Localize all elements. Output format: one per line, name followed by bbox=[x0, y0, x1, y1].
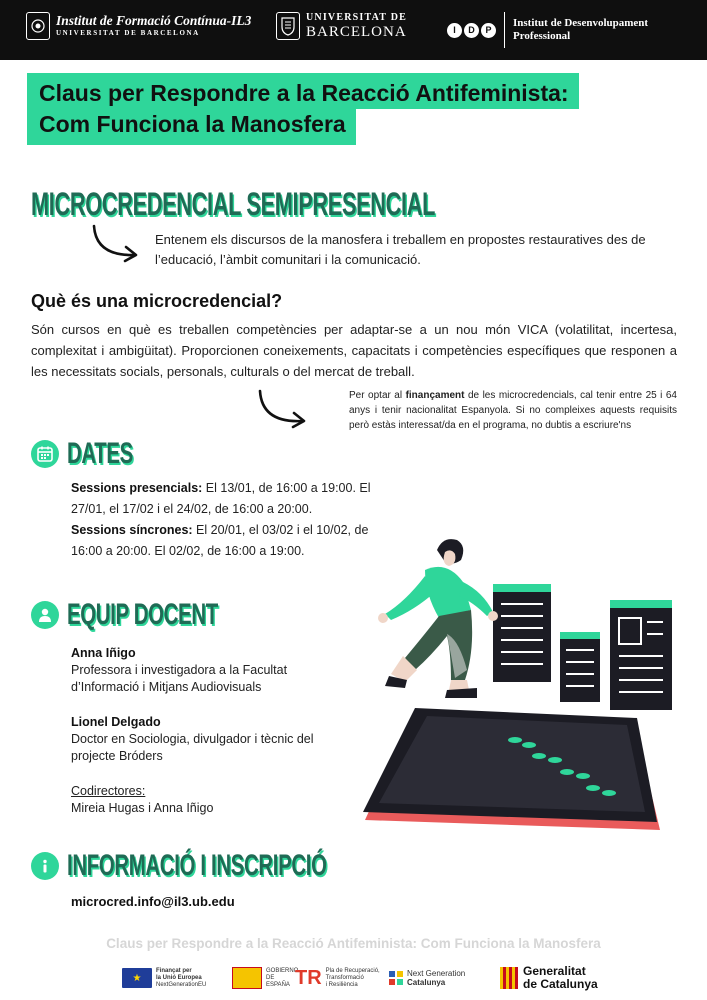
title-line-2: Com Funciona la Manosfera bbox=[27, 109, 356, 145]
dates-body bbox=[71, 478, 391, 562]
ub-line2: BARCELONA bbox=[306, 24, 407, 40]
eu-line3: NextGenerationEU bbox=[156, 981, 207, 988]
info-icon bbox=[31, 852, 59, 880]
gobierno-logo bbox=[232, 962, 299, 994]
il3-logo[interactable] bbox=[26, 12, 251, 40]
floating-screens bbox=[493, 584, 672, 710]
generalitat-logo bbox=[500, 962, 598, 994]
idp-letter: D bbox=[464, 23, 479, 38]
generalitat-line2: de Catalunya bbox=[523, 977, 598, 991]
page-title bbox=[27, 73, 579, 145]
staff-name: Lionel Delgado bbox=[71, 715, 161, 729]
ng-squares-icon bbox=[389, 971, 403, 985]
idp-letter: P bbox=[481, 23, 496, 38]
il3-seal-icon bbox=[26, 12, 50, 40]
staff-role: Professora i investigadora a la Facultat d’Informació i Mitjans Audiovisuals bbox=[71, 663, 288, 694]
what-is-title: Què és una microcredencial? bbox=[31, 291, 283, 311]
staff-name: Anna Iñigo bbox=[71, 646, 136, 660]
eu-line2: la Unió Europea bbox=[156, 974, 202, 981]
walking-person bbox=[378, 539, 498, 698]
intro-text: Entenem els discursos de la manosfera i treballem en propostes restauratives des de l’educació, l’àmbit comunitari i la comunicació. bbox=[155, 232, 646, 267]
ng-line1: Next Generation bbox=[407, 969, 466, 978]
prtr-line1: Pla de Recuperació, bbox=[325, 967, 380, 974]
codirectors-label: Codirectores: bbox=[71, 784, 146, 798]
presencial-sessions bbox=[71, 478, 391, 520]
prtr-mark-icon: TR bbox=[295, 967, 322, 989]
idp-line2: Professional bbox=[513, 30, 571, 42]
codirectors-names: Mireia Hugas i Anna Iñigo bbox=[71, 801, 214, 815]
idp-letter-circles bbox=[447, 23, 496, 38]
ub-shield-icon bbox=[276, 12, 300, 40]
top-header-bar bbox=[0, 0, 707, 60]
spain-emblem-icon bbox=[232, 967, 262, 989]
eu-line1: Finançat per bbox=[156, 967, 192, 974]
prtr-line3: i Resiliència bbox=[325, 981, 358, 988]
senyera-icon bbox=[500, 967, 518, 989]
presencial-label: Sessions presencials: bbox=[71, 481, 203, 495]
codirectors bbox=[71, 783, 341, 817]
what-is-body: Són cursos en què es treballen competències per adaptar-se a un nou món VICA (volatilitat, incertesa, complexitat i ambigüitat). Proporcionen coneixements, capacitats i competències específiques que responen a les necessitats socials, personals, culturals o del mercat de treball. bbox=[31, 322, 677, 379]
phone-illustration bbox=[363, 708, 660, 830]
financing-pre: Per optar al bbox=[349, 390, 406, 401]
sincrones-sessions bbox=[71, 520, 391, 562]
staff-heading: EQUIP DOCENT bbox=[67, 598, 218, 631]
ub-line1: UNIVERSITAT DE bbox=[306, 12, 407, 23]
staff-member-1 bbox=[71, 645, 341, 696]
staff-role: Doctor en Sociologia, divulgador i tècnic del projecte Bróders bbox=[71, 732, 314, 763]
curved-arrow-icon bbox=[254, 387, 314, 429]
financing-post: de les microcredencials, cal tenir entre 25 i 64 anys i tenir nacionalitat Espanyola. Si no compleixes aquests requisits però estàs interessat/da en el programa, no dubtis a escriure'ns bbox=[349, 390, 677, 431]
eu-funding-logo bbox=[122, 962, 206, 994]
curved-arrow-icon bbox=[88, 222, 146, 264]
footer-title: Claus per Respondre a la Reacció Antifeminista: Com Funciona la Manosfera bbox=[106, 936, 601, 951]
next-generation-catalunya-logo bbox=[389, 962, 465, 994]
calendar-icon bbox=[31, 440, 59, 468]
financing-note bbox=[349, 388, 677, 433]
sincrones-label: Sessions síncrones: bbox=[71, 523, 193, 537]
title-line-1: Claus per Respondre a la Reacció Antifeminista: bbox=[27, 73, 579, 109]
eu-flag-icon: ★ bbox=[122, 968, 152, 988]
il3-subname: UNIVERSITAT DE BARCELONA bbox=[56, 29, 200, 37]
microcredential-heading: MICROCREDENCIAL SEMIPRESENCIAL bbox=[31, 186, 436, 222]
idp-divider bbox=[504, 12, 505, 48]
dates-heading: DATES bbox=[67, 437, 133, 470]
person-on-phone-illustration bbox=[355, 530, 700, 840]
presencial-text: El 13/01, de 16:00 a 19:00. El 27/01, el 17/02 i el 24/02, de 16:00 a 20:00. bbox=[71, 481, 371, 516]
financing-bold: finançament bbox=[405, 390, 465, 401]
contact-email-link[interactable]: microcred.info@il3.ub.edu bbox=[71, 894, 235, 909]
ng-line2: Catalunya bbox=[407, 978, 446, 987]
gobierno-text: GOBIERNO DE ESPAÑA bbox=[266, 967, 299, 988]
prtr-logo bbox=[295, 962, 380, 994]
sincrones-text: El 20/01, el 03/02 i el 10/02, de 16:00 a 20:00. El 02/02, de 16:00 a 19:00. bbox=[71, 523, 369, 558]
idp-logo[interactable] bbox=[447, 12, 648, 48]
ub-logo[interactable] bbox=[276, 12, 407, 40]
generalitat-line1: Generalitat bbox=[523, 964, 586, 978]
person-icon bbox=[31, 601, 59, 629]
il3-name: Institut de Formació Contínua-IL3 bbox=[56, 13, 252, 28]
info-heading: INFORMACIÓ I INSCRIPCIÓ bbox=[67, 849, 327, 882]
idp-letter: I bbox=[447, 23, 462, 38]
staff-member-2 bbox=[71, 714, 356, 765]
idp-line1: Institut de Desenvolupament bbox=[513, 17, 649, 29]
prtr-line2: Transformació bbox=[325, 974, 364, 981]
